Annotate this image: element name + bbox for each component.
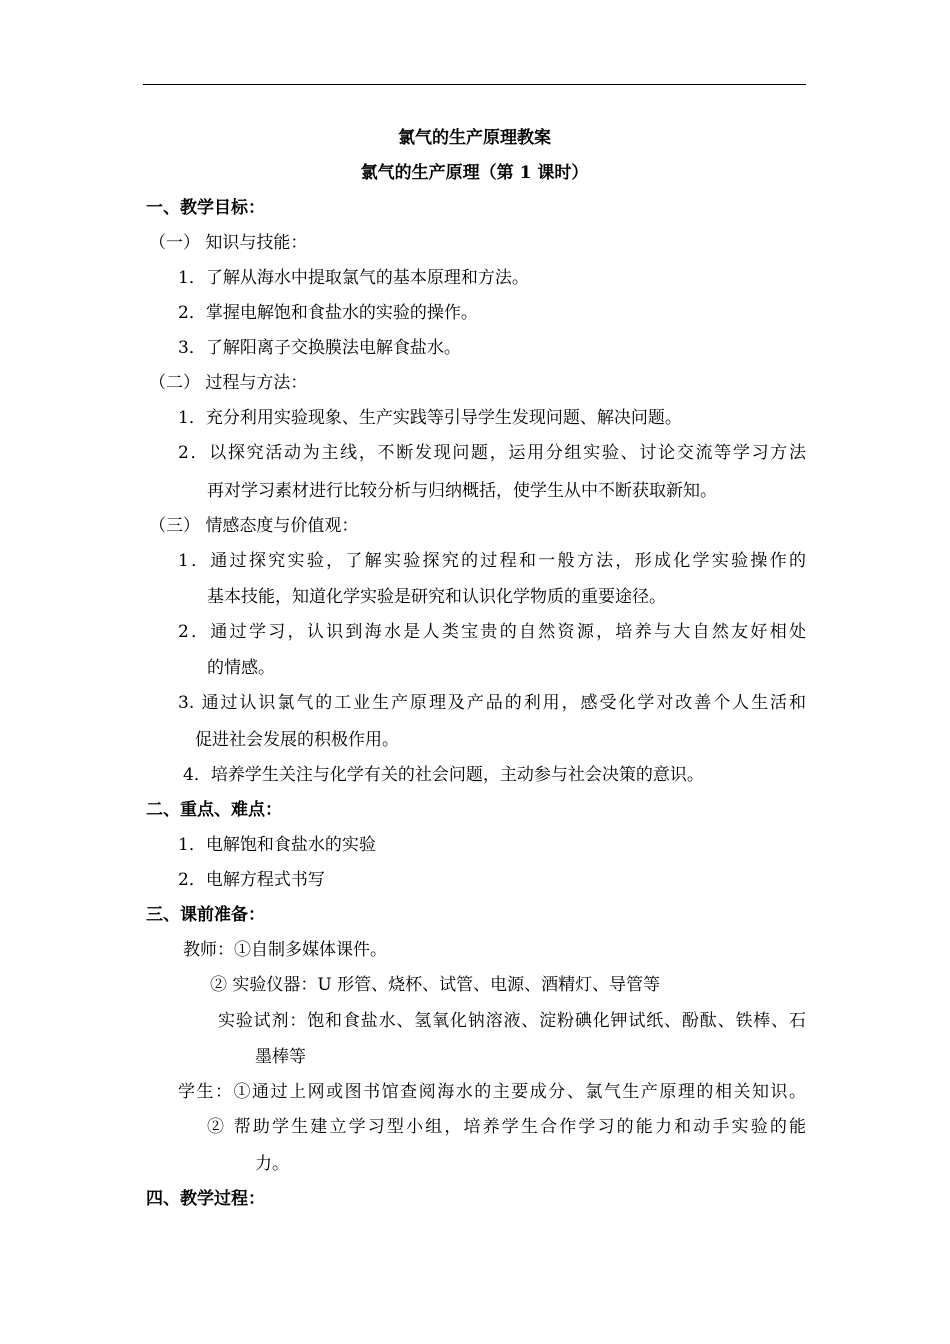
- list-item: 1．通过探究实验，了解实验探究的过程和一般方法，形成化学实验操作的: [178, 551, 806, 571]
- document-title: 氯气的生产原理教案: [398, 128, 551, 148]
- subsection-label-knowledge: （一） 知识与技能：: [149, 233, 308, 253]
- student-prep-continuation: 力。: [255, 1154, 289, 1174]
- subsection-label-process: （二） 过程与方法：: [149, 373, 308, 393]
- section-heading-objectives: 一、教学目标：: [146, 198, 265, 218]
- list-item-continuation: 的情感。: [207, 658, 275, 678]
- list-item: 4．培养学生关注与化学有关的社会问题，主动参与社会决策的意识。: [183, 765, 704, 785]
- student-prep-item: ② 帮助学生建立学习型小组，培养学生合作学习的能力和动手实验的能: [207, 1117, 806, 1137]
- list-item: 1．电解饱和食盐水的实验: [178, 835, 376, 855]
- document-subtitle: 氯气的生产原理（第 1 课时）: [360, 163, 589, 183]
- list-item: 3. 通过认识氯气的工业生产原理及产品的利用，感受化学对改善个人生活和: [178, 693, 806, 713]
- list-item: 2．通过学习，认识到海水是人类宝贵的自然资源，培养与大自然友好相处: [178, 622, 806, 642]
- student-prep-item: 学生：①通过上网或图书馆查阅海水的主要成分、氯气生产原理的相关知识。: [178, 1082, 806, 1102]
- list-item-continuation: 再对学习素材进行比较分析与归纳概括，使学生从中不断获取新知。: [207, 481, 717, 501]
- teacher-prep-item: ② 实验仪器：U 形管、烧杯、试管、电源、酒精灯、导管等: [210, 975, 661, 995]
- reagents-list: 实验试剂：饱和食盐水、氢氧化钠溶液、淀粉碘化钾试纸、酚酞、铁棒、石: [218, 1011, 806, 1031]
- list-item: 2．以探究活动为主线，不断发现问题，运用分组实验、讨论交流等学习方法: [178, 443, 806, 463]
- list-item: 2．电解方程式书写: [178, 870, 325, 890]
- list-item-continuation: 促进社会发展的积极作用。: [195, 730, 399, 750]
- list-item-continuation: 基本技能，知道化学实验是研究和认识化学物质的重要途径。: [207, 587, 666, 607]
- teacher-prep-item: 教师：①自制多媒体课件。: [183, 940, 387, 960]
- list-item: 2．掌握电解饱和食盐水的实验的操作。: [178, 303, 478, 323]
- list-item: 1．充分利用实验现象、生产实践等引导学生发现问题、解决问题。: [178, 408, 682, 428]
- reagents-list-continuation: 墨棒等: [255, 1047, 306, 1067]
- section-heading-key-points: 二、重点、难点：: [146, 800, 282, 820]
- subsection-label-attitude: （三） 情感态度与价值观：: [149, 516, 359, 536]
- section-heading-preparation: 三、课前准备：: [146, 905, 265, 925]
- list-item: 3．了解阳离子交换膜法电解食盐水。: [178, 338, 461, 358]
- header-rule: [143, 84, 806, 85]
- list-item: 1．了解从海水中提取氯气的基本原理和方法。: [178, 268, 529, 288]
- section-heading-process: 四、教学过程：: [146, 1189, 265, 1209]
